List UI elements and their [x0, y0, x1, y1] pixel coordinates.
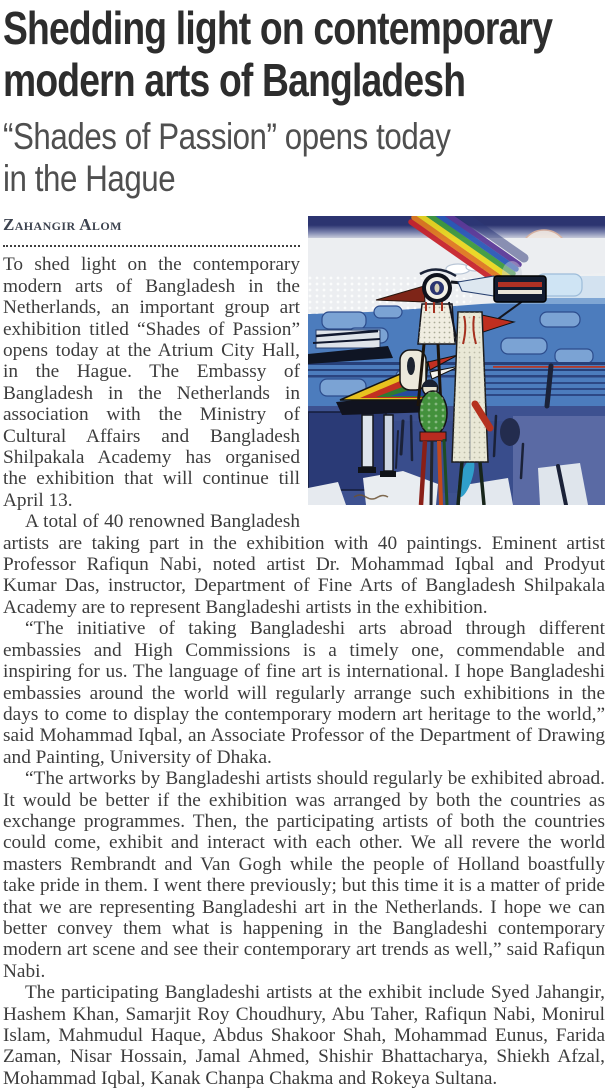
article-body	[3, 214, 605, 1089]
byline: Zahangir Alom	[3, 215, 122, 235]
dotted-rule	[3, 239, 300, 247]
subheadline	[3, 116, 607, 200]
subheadline-line2: in the Hague	[3, 158, 176, 200]
article-paragraph: A total of 40 renowned Bangladesh artists are taking part in the exhibition with 40 paintings. Eminent artist Professor Rafiqun Nabi, noted artist Dr. Mohammad Iqbal and Prodyut Kumar Das, instructor, Department of Fine Arts of Bangladesh Shilpakala Academy are to represent Bangladeshi artists in the exhibition.	[3, 511, 605, 618]
exhibition-painting-image	[308, 216, 605, 505]
subheadline-line1: “Shades of Passion” opens today	[3, 116, 451, 158]
headline	[3, 0, 606, 106]
article-paragraph: To shed light on the contemporary modern arts of Bangladesh in the Netherlands, an important group art exhibition titled “Shades of Passion” opens today at the Atrium City Hall, in the Hague. The Embassy of Bangladesh in the Netherlands in association with the Ministry of Cultural Affairs and Bangladesh Shilpakala Academy has organised the exhibition that will continue till April 13.	[3, 254, 300, 511]
article-paragraph: “The initiative of taking Bangladeshi arts abroad through different embassies and High Commissions is a timely one, commendable and inspiring for us. The language of fine art is international. I hope Bangladeshi embassies around the world will regularly arrange such exhibitions in the days to come to display the contemporary modern art heritage to the world,” said Mohammad Iqbal, an Associate Professor of the Department of Drawing and Painting, University of Dhaka.	[3, 618, 605, 768]
abstract-birds-painting	[308, 216, 605, 505]
article-paragraph: “The artworks by Bangladeshi artists should regularly be exhibited abroad. It would be better if the exhibition was arranged by both the countries as exchange programmes. Then, the participating artists of both the countries could come, exhibit and interact with each other. We all revere the world masters Rembrandt and Van Gogh while the people of Holland boastfully take pride in them. I went there previously; but this time it is a matter of pride that we are representing Bangladeshi art in the Netherlands. I hope we can better convey them what is happening in the Bangladeshi contemporary modern art scene and see their contemporary art trends as well,” said Rafiqun Nabi.	[3, 768, 605, 982]
article-paragraph: The participating Bangladeshi artists at the exhibit include Syed Jahangir, Hashem Khan, Samarjit Roy Choudhury, Abu Taher, Rafiqun Nabi, Monirul Islam, Mahmudul Haque, Abdus Shakoor Shah, Mohammad Eunus, Farida Zaman, Nisar Hossain, Jamal Ahmed, Shishir Bhattacharya, Shiekh Afzal, Mohammad Iqbal, Kanak Chanpa Chakma and Rokeya Sultana.	[3, 982, 605, 1089]
headline-line2: modern arts of Bangladesh	[3, 53, 466, 106]
headline-line1: Shedding light on contemporary	[3, 2, 553, 54]
